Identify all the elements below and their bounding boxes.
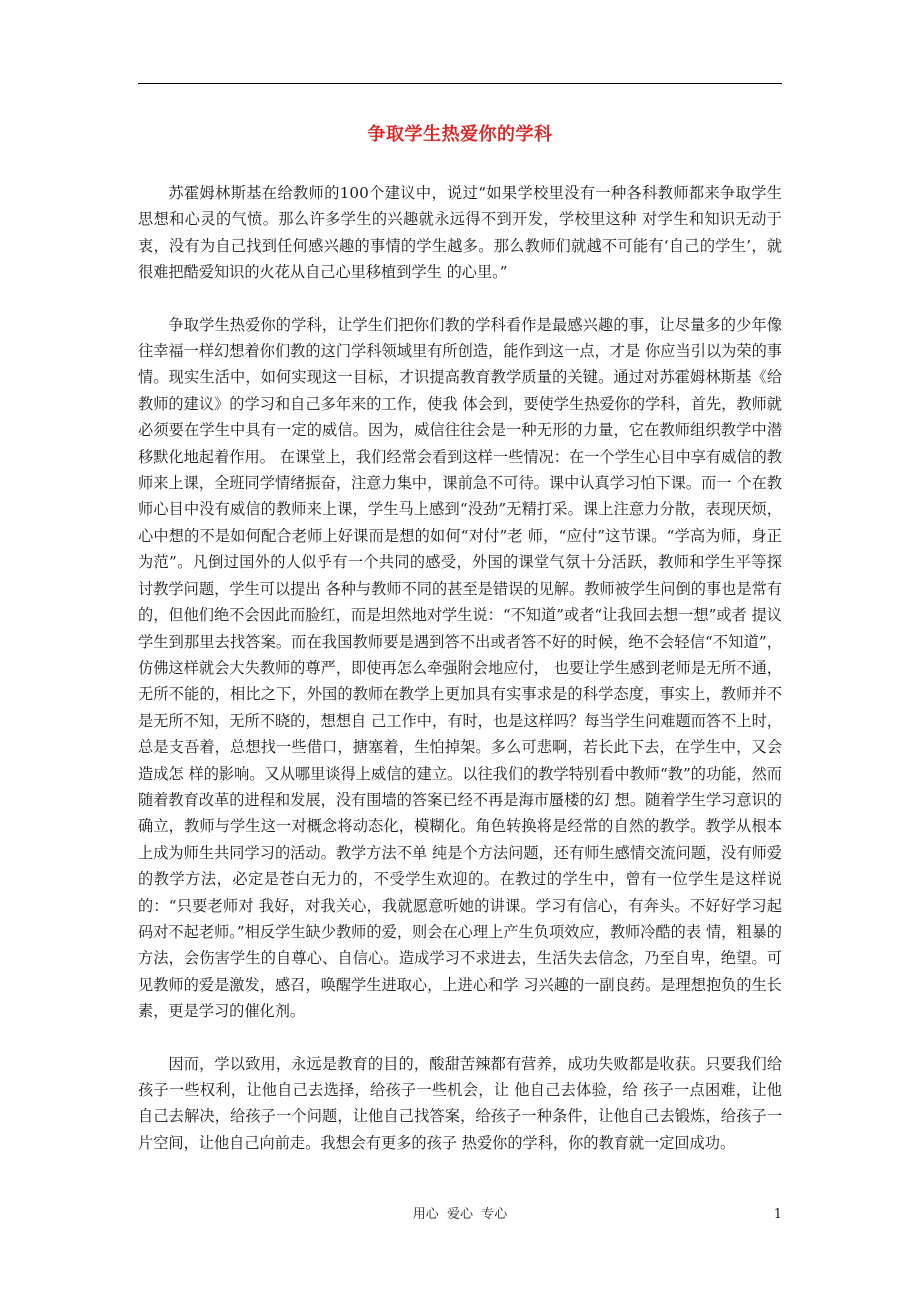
header-rule xyxy=(138,83,782,84)
document-body xyxy=(138,180,782,1156)
document-title: 争取学生热爱你的学科 xyxy=(367,124,553,145)
paragraph-1: 苏霍姆林斯基在给教师的100个建议中，说过“如果学校里没有一种各科教师都来争取学生思想和心灵的气愤。那么许多学生的兴趣就永远得不到开发，学校里这种 对学生和知识无动于衷，没有为自己找到任何感兴趣的事情的学生越多。那么教师们就越不可能有‘自己的学生’，就很难把酷爱知识的火花从自己心里移植到学生 的心里。” xyxy=(138,184,782,282)
paragraph-2: 争取学生热爱你的学科，让学生们把你们教的学科看作是最感兴趣的事，让尽量多的少年像往幸福一样幻想着你们教的这门学科领域里有所创造，能作到这一点，才是 你应当引以为荣的事情。现实生活中，如何实现这一目标，才识提高教育教学质量的关键。通过对苏霍姆林斯基《给教师的建议》的学习和自己多年来的工作，使我 体会到，要使学生热爱你的学科，首先，教师就必须要在学生中具有一定的威信。因为，威信往往会是一种无形的力量，它在教师组织教学中潜移默化地起着作用。 在课堂上，我们经常会看到这样一些情况：在一个学生心目中享有威信的教师来上课，全班同学情绪振奋，注意力集中，课前急不可待。课中认真学习怕下课。而一 个在教师心目中没有威信的教师来上课，学生马上感到“没劲”无精打采。课上注意力分散，表现厌烦，心中想的不是如何配合老师上好课而是想的如何“对付”老 师，“应付”这节课。“学高为师，身正为范”。凡倒过国外的人似乎有一个共同的感受，外国的课堂气氛十分活跃，教师和学生平等探讨教学问题，学生可以提出 各种与教师不同的甚至是错误的见解。教师被学生问倒的事也是常有的，但他们绝不会因此而脸红，而是坦然地对学生说：“不知道”或者“让我回去想一想”或者 提议学生到那里去找答案。而在我国教师要是遇到答不出或者答不好的时候，绝不会轻信“不知道”，仿佛这样就会大失教师的尊严，即使再怎么牵强附会地应付， 也要让学生感到老师是无所不通，无所不能的，相比之下，外国的教师在教学上更加具有实事求是的科学态度，事实上，教师并不是无所不知，无所不晓的，想想自 己工作中，有时，也是这样吗？每当学生问难题而答不上时，总是支吾着，总想找一些借口，搪塞着，生怕掉架。多么可悲啊，若长此下去，在学生中，又会造成怎 样的影响。又从哪里谈得上威信的建立。以往我们的教学特别看中教师“教”的功能，然而随着教育改革的进程和发展，没有围墙的答案已经不再是海市蜃楼的幻 想。随着学生学习意识的确立，教师与学生这一对概念将动态化，模糊化。角色转换将是经常的自然的教学。教学从根本上成为师生共同学习的活动。教学方法不单 纯是个方法问题，还有师生感情交流问题，没有师爱的教学方法，必定是苍白无力的，不受学生欢迎的。在教过的学生中，曾有一位学生是这样说的：“只要老师对 我好，对我关心，我就愿意听她的讲课。学习有信心，有奔头。不好好学习起码对不起老师。”相反学生缺少教师的爱，则会在心理上产生负项效应，教师冷酷的表 情，粗暴的方法，会伤害学生的自尊心、自信心。造成学习不求进去，生活失去信念，乃至自卑，绝望。可见教师的爱是激发，感召，唤醒学生进取心，上进心和学 习兴趣的一副良药。是理想抱负的生长素，更是学习的催化剂。 xyxy=(138,315,782,1021)
paragraph-3: 因而，学以致用，永远是教育的目的，酸甜苦辣都有营养，成功失败都是收获。只要我们给孩子一些权利，让他自己去选择，给孩子一些机会，让 他自己去体验，给 孩子一点困难，让他自己去解决，给孩子一个问题，让他自己找答案，给孩子一种条件，让他自己去锻炼，给孩子一片空间，让他自己向前走。我想会有更多的孩子 热爱你的学科，你的教育就一定回成功。 xyxy=(138,1054,782,1152)
footer-motto: 用心 爱心 专心 xyxy=(412,1207,508,1222)
page-number: 1 xyxy=(773,1207,782,1222)
